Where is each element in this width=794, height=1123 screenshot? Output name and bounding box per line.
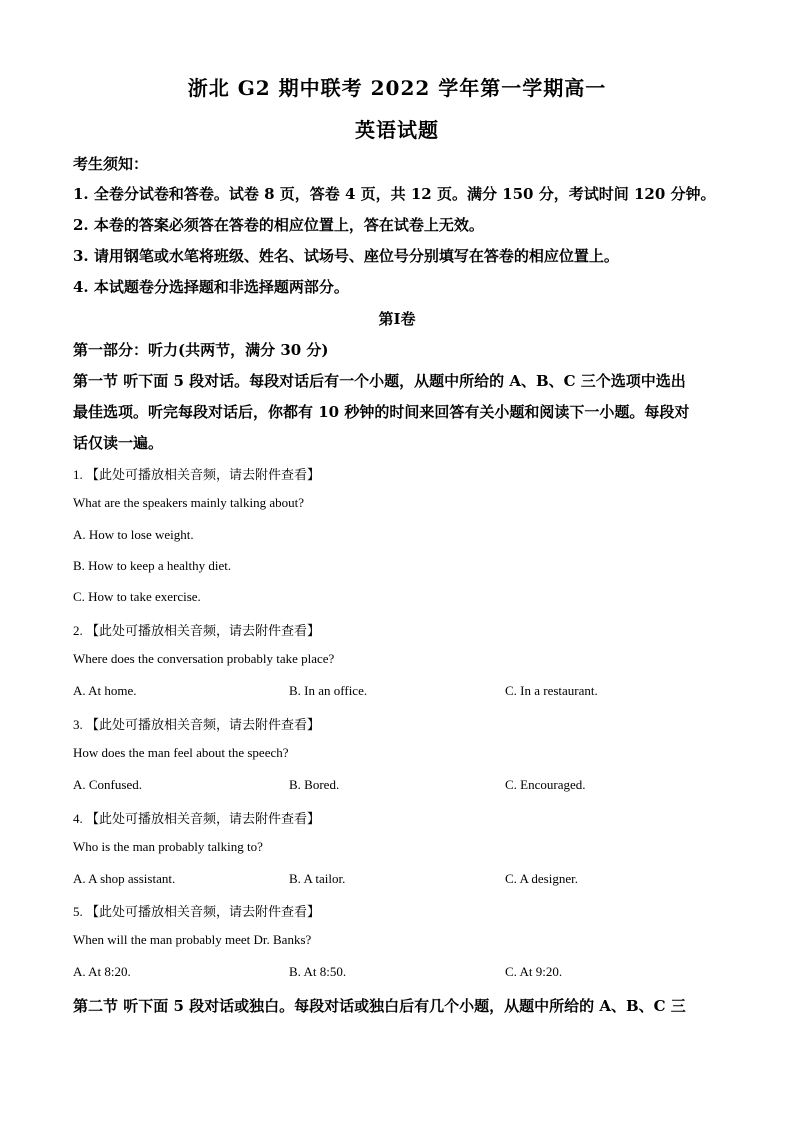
q5-option-a: A. At 8:20.: [73, 964, 131, 979]
q3-option-b: B. Bored.: [289, 777, 340, 792]
section1-line-1: 第一节 听下面 5 段对话。每段对话后有一个小题，从题中所给的 A、B、C 三个选项中选出: [73, 372, 686, 390]
q5-audio: 5. 【此处可播放相关音频，请去附件查看】: [73, 904, 321, 919]
q2-option-a: A. At home.: [73, 683, 137, 698]
notice-item-2: 2. 本卷的答案必须答在答卷的相应位置上，答在试卷上无效。: [73, 216, 484, 234]
notice-heading: 考生须知：: [73, 155, 149, 173]
part1-heading: 第一部分：听力(共两节，满分 30 分): [73, 341, 329, 359]
q1-stem: What are the speakers mainly talking about?: [73, 495, 305, 510]
q3-audio: 3. 【此处可播放相关音频，请去附件查看】: [73, 717, 321, 732]
q3-option-c: C. Encouraged.: [505, 777, 586, 792]
q2-option-c: C. In a restaurant.: [505, 683, 598, 698]
q4-audio: 4. 【此处可播放相关音频，请去附件查看】: [73, 811, 321, 826]
q4-option-a: A. A shop assistant.: [73, 871, 176, 886]
q5-option-c: C. At 9:20.: [505, 964, 563, 979]
q1-option-b: B. How to keep a healthy diet.: [73, 558, 232, 573]
section1-line-3: 话仅读一遍。: [73, 434, 164, 452]
volume-heading: 第Ⅰ卷: [378, 310, 416, 328]
q4-stem: Who is the man probably talking to?: [73, 839, 263, 854]
q5-option-b: B. At 8:50.: [289, 964, 347, 979]
q3-stem: How does the man feel about the speech?: [73, 745, 289, 760]
notice-item-1: 1. 全卷分试卷和答卷。试卷 8 页，答卷 4 页，共 12 页。满分 150 分，考试时间 120 分钟。: [73, 185, 716, 203]
exam-title: 浙北 G2 期中联考 2022 学年第一学期高一: [187, 76, 607, 100]
q4-option-b: B. A tailor.: [289, 871, 346, 886]
q2-stem: Where does the conversation probably take place?: [73, 651, 335, 666]
q4-option-c: C. A designer.: [505, 871, 578, 886]
q5-stem: When will the man probably meet Dr. Banks?: [73, 932, 312, 947]
section2-line: 第二节 听下面 5 段对话或独白。每段对话或独白后有几个小题，从题中所给的 A、B、C 三: [73, 997, 686, 1015]
q2-audio: 2. 【此处可播放相关音频，请去附件查看】: [73, 623, 321, 638]
notice-item-3: 3. 请用钢笔或水笔将班级、姓名、试场号、座位号分别填写在答卷的相应位置上。: [73, 247, 619, 265]
section1-line-2: 最佳选项。听完每段对话后，你都有 10 秒钟的时间来回答有关小题和阅读下一小题。每段对: [73, 403, 690, 421]
q1-option-a: A. How to lose weight.: [73, 527, 194, 542]
q1-option-c: C. How to take exercise.: [73, 589, 201, 604]
notice-item-4: 4. 本试题卷分选择题和非选择题两部分。: [73, 278, 349, 296]
q1-audio: 1. 【此处可播放相关音频，请去附件查看】: [73, 467, 321, 482]
exam-subtitle: 英语试题: [355, 118, 439, 142]
q2-option-b: B. In an office.: [289, 683, 368, 698]
q3-option-a: A. Confused.: [73, 777, 142, 792]
